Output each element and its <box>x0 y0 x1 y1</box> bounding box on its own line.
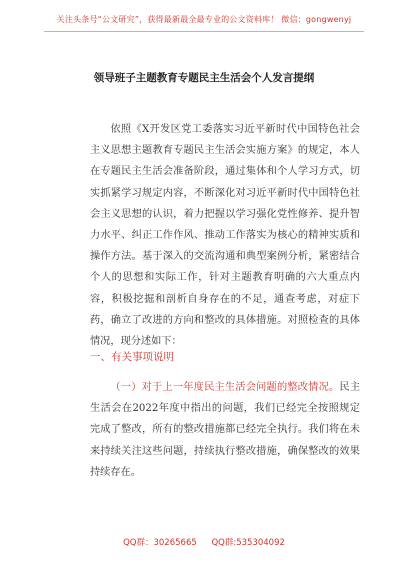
header-divider <box>44 31 364 32</box>
section-heading: 一、有关事项说明 <box>90 351 174 363</box>
footer-qq-group-1: QQ群：30265665 <box>123 538 197 548</box>
footer-contact <box>0 536 408 548</box>
subsection-paragraph <box>90 377 360 483</box>
subsection-body: 民主生活会在2022年度中指出的问题，我们已经完全按照规定完成了整改，所有的整改措施都已经完全执行。我们将在未来持续关注这些问题，持续执行整改措施，确保整改的效果持续存在。 <box>90 382 361 478</box>
intro-paragraph: 依照《X开发区党工委落实习近平新时代中国特色社会主义思想主题教育专题民主生活会实施方案》的规定，本人在专题民主生活会准备阶段，通过集体和个人学习方式，切实抓紧学习规定内容，不断深化对习近平新时代中国特色社会主义思想的认识，着力把握以学习强化党性修养、提升智力水平、纠正工作作风、推动工作落实为核心的精神实质和操作方法。基于深入的交流沟通和典型案例分析，紧密结合个人的思想和实际工作，针对主题教育明确的六大重点内容，积极挖掘和剖析自身存在的不足，通查考虑，对症下药，确立了改进的方向和整改的具体措施。对照检查的具体情况，现分述如下： <box>90 124 360 348</box>
footer-qq-group-2: QQ群:535304092 <box>211 538 285 548</box>
header-banner: 关注头条号“公文研究”，获得最新最全最专业的公文资料库！ 微信：gongwenyj <box>56 15 352 24</box>
subsection-heading: （一）对于上一年度民主生活会问题的整改情况。 <box>110 382 340 393</box>
document-title: 领导班子主题教育专题民主生活会个人发言提纲 <box>93 72 315 84</box>
